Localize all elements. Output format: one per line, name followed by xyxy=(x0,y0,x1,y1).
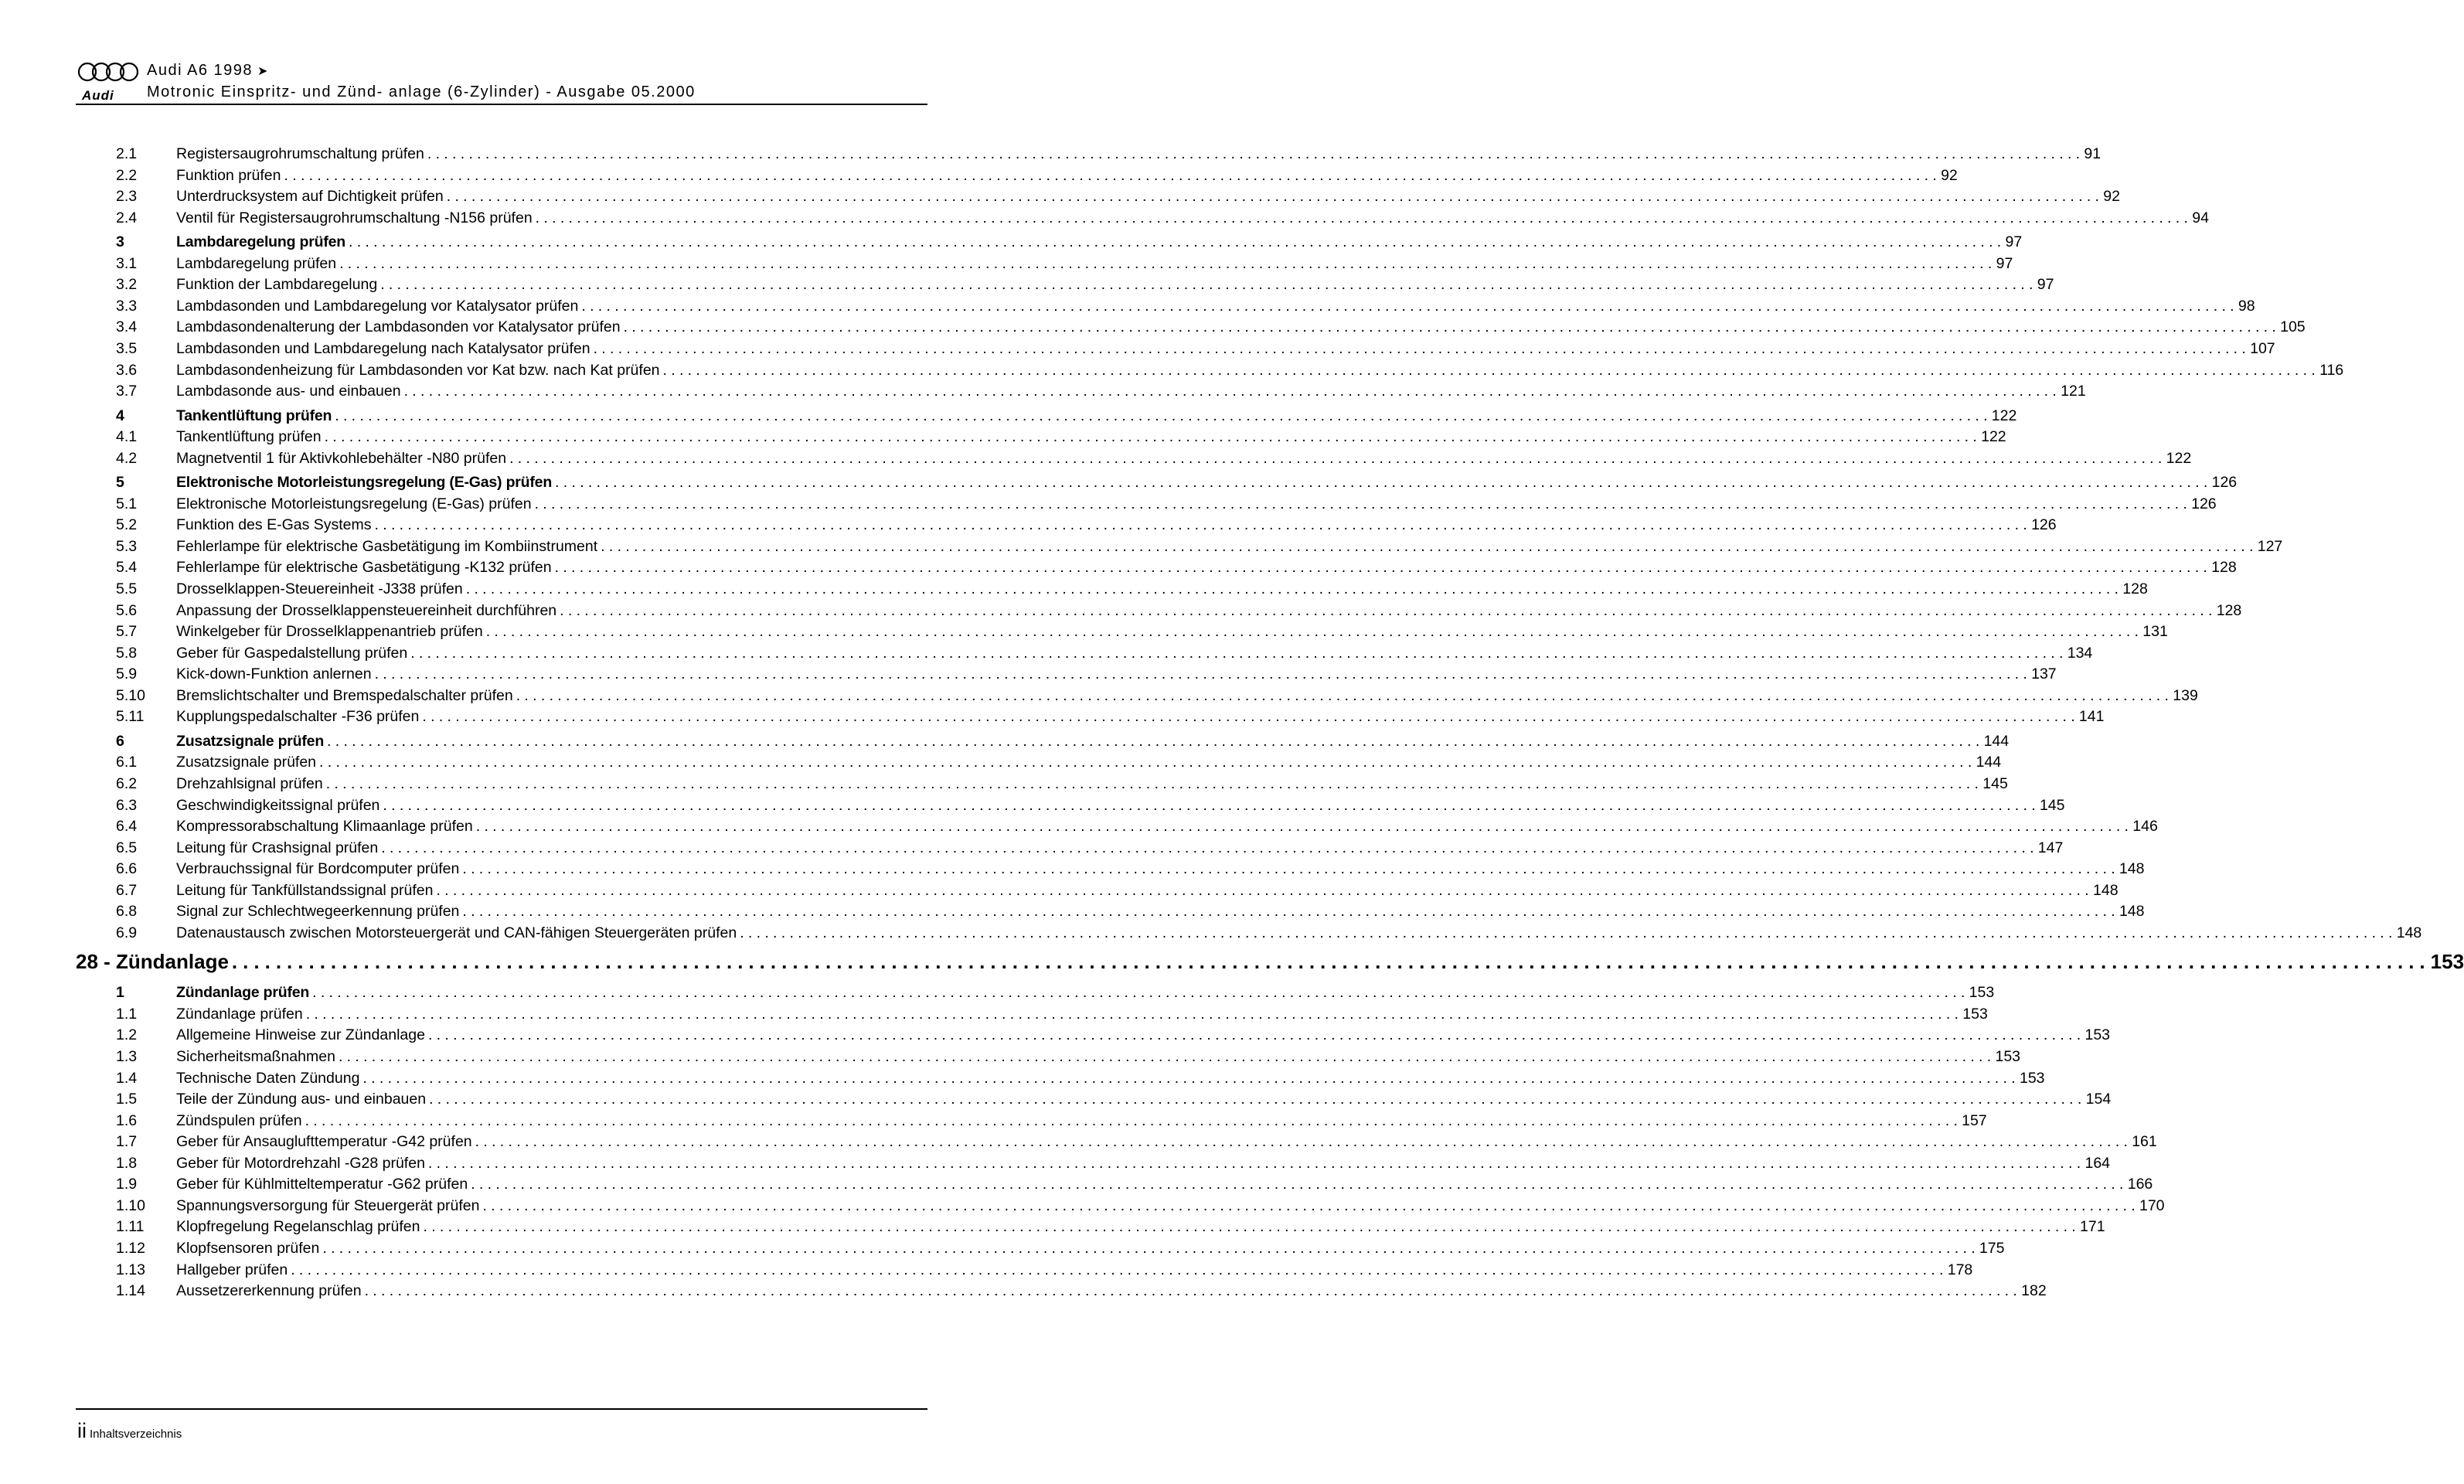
toc-number: 1.7 xyxy=(116,1133,138,1151)
toc-title: 28 - Zündanlage xyxy=(76,950,229,974)
toc-page-number: 122 xyxy=(1981,428,2006,446)
toc-title: Bremslichtschalter und Bremspedalschalter prüfen xyxy=(176,686,513,704)
toc-entry[interactable] xyxy=(116,186,2120,206)
toc-page-number: 137 xyxy=(2031,665,2057,683)
toc-entry[interactable] xyxy=(116,752,2002,772)
toc-number: 5.2 xyxy=(116,516,138,534)
toc-leader: ........................................................................................................................................................................................................ xyxy=(623,318,2281,336)
toc-title: Tankentlüftung prüfen xyxy=(176,428,322,446)
toc-entry[interactable] xyxy=(116,706,2105,727)
toc-entry[interactable] xyxy=(116,901,2145,921)
toc-page-number: 147 xyxy=(2037,839,2064,856)
toc-leader: ........................................................................................................................................................................................................ xyxy=(601,537,2258,555)
toc-title: Funktion des E-Gas Systems xyxy=(176,516,372,534)
toc-page-number: 126 xyxy=(2031,516,2057,534)
toc-title: Klopfregelung Regelanschlag prüfen xyxy=(176,1218,420,1236)
footer-label: Inhaltsverzeichnis xyxy=(90,1428,182,1441)
toc-leader: ........................................................................................................................................................................................................ xyxy=(475,818,2133,836)
toc-leader: ........................................................................................................................................................................................................ xyxy=(427,1026,2085,1044)
toc-title: Lambdasondenheizung für Lambdasonden vor Kat bzw. nach Kat prüfen xyxy=(176,361,660,379)
toc-title: Lambdasondenalterung der Lambdasonden vor Katalysator prüfen xyxy=(176,318,621,336)
toc-number: 3.1 xyxy=(116,254,138,272)
toc-title: Datenaustausch zwischen Motorsteuergerät und CAN-fähigen Steuergeräten prüfen xyxy=(176,924,737,941)
header-model xyxy=(147,62,269,80)
header-divider xyxy=(76,104,927,105)
toc-page-number: 141 xyxy=(2078,708,2105,726)
toc-page-number: 182 xyxy=(2021,1282,2047,1300)
toc-page-number: 91 xyxy=(2084,145,2102,162)
toc-entry[interactable] xyxy=(116,1174,2153,1194)
toc-title: Technische Daten Zündung xyxy=(176,1069,360,1087)
toc-entry[interactable] xyxy=(116,1238,2005,1258)
toc-title: Geber für Kühlmitteltemperatur -G62 prüfen xyxy=(176,1176,468,1193)
toc-number: 1.2 xyxy=(116,1026,138,1044)
toc-leader: ........................................................................................................................................................................................................ xyxy=(555,474,2212,492)
toc-leader: ........................................................................................................................................................................................................ xyxy=(324,428,1982,446)
toc-number: 5.9 xyxy=(116,665,138,683)
toc-title: Fehlerlampe für elektrische Gasbetätigung -K132 prüfen xyxy=(176,559,552,577)
toc-page-number: 92 xyxy=(1941,166,1958,184)
toc-entry[interactable] xyxy=(116,144,2102,164)
toc-entry[interactable] xyxy=(116,1260,1973,1280)
toc-page-number: 161 xyxy=(2132,1133,2157,1151)
toc-page-number: 145 xyxy=(1982,774,2008,792)
toc-title: Funktion der Lambdaregelung xyxy=(176,276,378,294)
toc-number: 1.4 xyxy=(116,1069,138,1087)
toc-number: 5 xyxy=(116,474,124,492)
toc-leader: ........................................................................................................................................................................................................ xyxy=(475,1133,2132,1151)
toc-title: Kick-down-Funktion anlernen xyxy=(176,665,372,683)
toc-leader: ........................................................................................................................................................................................................ xyxy=(740,924,2397,941)
toc-entry[interactable] xyxy=(116,579,2148,599)
toc-page-number: 153 xyxy=(1969,984,1995,1002)
toc-leader: ........................................................................................................................................................................................................ xyxy=(560,601,2217,619)
toc-entry[interactable] xyxy=(116,686,2198,706)
toc-leader: ........................................................................................................................................................................................................ xyxy=(436,881,2093,899)
toc-leader: ........................................................................................................................................................................................................ xyxy=(482,1196,2139,1214)
toc-leader: ........................................................................................................................................................................................................ xyxy=(338,1048,1996,1065)
toc-entry[interactable] xyxy=(116,601,2242,621)
toc-entry[interactable] xyxy=(116,1281,2047,1301)
toc-number: 5.8 xyxy=(116,644,138,662)
toc-page-number: 153 xyxy=(1962,1005,1988,1023)
toc-leader: ........................................................................................................................................................................................................ xyxy=(581,297,2238,315)
toc-leader: ........................................................................................................................................................................................................ xyxy=(305,1005,1963,1023)
toc-page-number: 148 xyxy=(2396,924,2422,941)
toc-leader: ........................................................................................................................................................................................................ xyxy=(427,145,2085,162)
toc-leader: ........................................................................................................................................................................................................ xyxy=(327,732,1984,750)
toc-number: 2.2 xyxy=(116,166,138,184)
toc-leader: ........................................................................................................................................................................................................ xyxy=(305,1111,1962,1129)
toc-title: Lambdasonde aus- und einbauen xyxy=(176,383,401,400)
toc-leader: ........................................................................................................................................................................................................ xyxy=(325,774,1983,792)
toc-entry[interactable] xyxy=(116,880,2119,900)
toc-entry[interactable] xyxy=(116,165,1958,186)
toc-number: 5.3 xyxy=(116,537,138,555)
toc-title: Anpassung der Drosselklappensteuereinheit durchführen xyxy=(176,601,557,619)
toc-number: 5.7 xyxy=(116,623,138,641)
toc-page-number: 153 xyxy=(1995,1048,2021,1065)
toc-leader: ........................................................................................................................................................................................................ xyxy=(422,708,2079,726)
toc-leader: ........................................................................................................................................................................................................ xyxy=(535,209,2193,226)
toc-entry[interactable] xyxy=(116,1025,2111,1045)
toc-title: Unterdrucksystem auf Dichtigkeit prüfen xyxy=(176,188,444,206)
toc-page-number: 153 xyxy=(2430,950,2464,974)
toc-leader: ........................................................................................................................................................................................................ xyxy=(485,623,2143,641)
toc-page-number: 148 xyxy=(2119,903,2145,921)
toc-number: 6.5 xyxy=(116,839,138,856)
toc-leader: ........................................................................................................................................................................................................ xyxy=(462,860,2119,878)
toc-leader: ........................................................................................................................................................................................................ xyxy=(554,559,2212,577)
toc-leader: ........................................................................................................................................................................................................ xyxy=(662,361,2320,379)
toc-page-number: 146 xyxy=(2132,818,2158,836)
toc-page-number: 121 xyxy=(2061,383,2086,400)
toc-number: 5.5 xyxy=(116,580,138,597)
toc-leader: ........................................................................................................................................................................................................ xyxy=(471,1176,2128,1193)
toc-page-number: 94 xyxy=(2192,209,2209,226)
toc-leader: ........................................................................................................................................................................................................ xyxy=(319,754,1976,771)
toc-number: 3.5 xyxy=(116,339,138,357)
toc-page-number: 153 xyxy=(2019,1069,2045,1087)
toc-title: Elektronische Motorleistungsregelung (E-Gas) prüfen xyxy=(176,474,553,492)
toc-page-number: 98 xyxy=(2238,297,2255,315)
toc-leader: ........................................................................................................................................................................................................ xyxy=(429,1091,2086,1108)
toc-entry[interactable] xyxy=(116,859,2145,879)
toc-entry[interactable] xyxy=(116,515,2057,535)
toc-leader: ........................................................................................................................................................................................................ xyxy=(335,407,1992,424)
toc-entry[interactable] xyxy=(116,208,2209,228)
toc-page-number: 107 xyxy=(2250,339,2275,357)
toc-page-number: 131 xyxy=(2142,623,2168,641)
toc-entry[interactable] xyxy=(116,1217,2105,1237)
toc-entry[interactable] xyxy=(116,923,2422,943)
toc-entry[interactable] xyxy=(116,816,2158,836)
toc-entry[interactable] xyxy=(116,536,2283,556)
toc-title: Magnetventil 1 für Aktivkohlebehälter -N80 prüfen xyxy=(176,449,507,467)
toc-leader: ........................................................................................................................................................................................................ xyxy=(374,665,2032,683)
toc-title: Leitung für Crashsignal prüfen xyxy=(176,839,379,856)
toc-entry[interactable] xyxy=(116,427,2006,447)
toc-title: Zündanlage prüfen xyxy=(176,1005,303,1023)
toc-number: 6.7 xyxy=(116,881,138,899)
toc-title: Spannungsversorgung für Steuergerät prüfen xyxy=(176,1196,480,1214)
toc-number: 2.1 xyxy=(116,145,138,162)
toc-title: Drosselklappen-Steuereinheit -J338 prüfen xyxy=(176,580,463,597)
toc-title: Signal zur Schlechtwegeerkennung prüfen xyxy=(176,903,460,921)
toc-title: Allgemeine Hinweise zur Zündanlage xyxy=(176,1026,425,1044)
toc-page-number: 128 xyxy=(2211,559,2237,577)
toc-page-number: 134 xyxy=(2067,644,2093,662)
toc-leader: ........................................................................................................................................................................................................ xyxy=(593,339,2251,357)
toc-entry[interactable] xyxy=(116,664,2057,684)
toc-entry[interactable] xyxy=(116,1111,1987,1131)
toc-section[interactable] xyxy=(116,232,2023,252)
toc-page-number: 126 xyxy=(2191,495,2217,512)
toc-title: Teile der Zündung aus- und einbauen xyxy=(176,1091,427,1108)
toc-number: 5.11 xyxy=(116,708,145,726)
toc-leader: ........................................................................................................................................................................................................ xyxy=(348,233,2006,251)
toc-number: 4.2 xyxy=(116,449,138,467)
toc-number: 6.2 xyxy=(116,774,138,792)
toc-leader: ........................................................................................................................................................................................................ xyxy=(383,796,2040,814)
toc-page-number: 92 xyxy=(2103,188,2120,206)
toc-entry[interactable] xyxy=(116,1068,2045,1088)
toc-page-number: 170 xyxy=(2139,1196,2165,1214)
toc-page-number: 166 xyxy=(2127,1176,2153,1193)
toc-number: 1.8 xyxy=(116,1154,138,1172)
toc-title: Zündanlage prüfen xyxy=(176,984,310,1002)
toc-entry[interactable] xyxy=(116,1196,2165,1216)
toc-title: Zusatzsignale prüfen xyxy=(176,754,317,771)
toc-number: 6 xyxy=(116,732,124,750)
toc-number: 1.13 xyxy=(116,1261,145,1278)
toc-leader: ........................................................................................................................................................................................................ xyxy=(427,1154,2085,1172)
toc-chapter[interactable] xyxy=(76,948,2464,975)
toc-entry[interactable] xyxy=(116,1089,2112,1109)
toc-title: Leitung für Tankfüllstandssignal prüfen xyxy=(176,881,434,899)
toc-page-number: 144 xyxy=(1983,732,2010,750)
header-subtitle: Motronic Einspritz- und Zünd- anlage (6-Zylinder) - Ausgabe 05.2000 xyxy=(147,83,696,100)
toc-leader: ........................................................................................................................................................................................................ xyxy=(291,1261,1948,1278)
toc-leader: ........................................................................................................................................................................................................ xyxy=(364,1282,2022,1300)
toc-page-number: 153 xyxy=(2085,1026,2111,1044)
toc-title: Aussetzererkennung prüfen xyxy=(176,1282,362,1300)
toc-title: Hallgeber prüfen xyxy=(176,1261,288,1278)
toc-entry[interactable] xyxy=(116,621,2168,642)
toc-page-number: 171 xyxy=(2080,1218,2105,1236)
toc-page-number: 97 xyxy=(1996,254,2013,272)
toc-number: 1.9 xyxy=(116,1176,138,1193)
header-model-text: Audi A6 1998 xyxy=(147,62,253,79)
toc-leader: ........................................................................................................................................................................................................ xyxy=(362,1069,2020,1087)
toc-title: Geber für Ansauglufttemperatur -G42 prüfen xyxy=(176,1133,472,1151)
toc-entry[interactable] xyxy=(116,774,2008,794)
toc-page-number: 145 xyxy=(2039,796,2065,814)
toc-number: 5.1 xyxy=(116,495,138,512)
toc-number: 1.6 xyxy=(116,1111,138,1129)
toc-page-number: 175 xyxy=(1979,1239,2005,1257)
toc-title: Registersaugrohrumschaltung prüfen xyxy=(176,145,424,162)
toc-leader: ........................................................................................................................................................................................................ xyxy=(312,984,1969,1002)
toc-number: 6.4 xyxy=(116,818,138,836)
toc-number: 6.9 xyxy=(116,924,138,941)
toc-title: Kompressorabschaltung Klimaanlage prüfen xyxy=(176,818,473,836)
toc-entry[interactable] xyxy=(116,1004,1988,1024)
toc-entry[interactable] xyxy=(116,448,2192,468)
toc-page-number: 127 xyxy=(2257,537,2283,555)
toc-title: Funktion prüfen xyxy=(176,166,281,184)
toc-page-number: 105 xyxy=(2280,318,2306,336)
toc-entry[interactable] xyxy=(116,1047,2021,1067)
toc-page-number: 122 xyxy=(1991,407,2017,424)
toc-leader: ........................................................................................................................................................................................................ xyxy=(423,1218,2081,1236)
toc-title: Elektronische Motorleistungsregelung (E-Gas) prüfen xyxy=(176,495,532,512)
toc-page-number: 148 xyxy=(2119,860,2145,878)
toc-title: Fehlerlampe für elektrische Gasbetätigung im Kombiinstrument xyxy=(176,537,598,555)
toc-title: Zündspulen prüfen xyxy=(176,1111,302,1129)
footer-page-number: ii xyxy=(77,1419,87,1442)
toc-title: Winkelgeber für Drosselklappenantrieb prüfen xyxy=(176,623,483,641)
toc-entry[interactable] xyxy=(116,795,2065,815)
toc-title: Geschwindigkeitssignal prüfen xyxy=(176,796,380,814)
toc-number: 4.1 xyxy=(116,428,138,446)
toc-entry[interactable] xyxy=(116,317,2306,337)
toc-number: 1.12 xyxy=(116,1239,145,1257)
toc-leader: ........................................................................................................................................................................................................ xyxy=(410,644,2068,662)
toc-title: Sicherheitsmaßnahmen xyxy=(176,1048,335,1065)
toc-page-number: 116 xyxy=(2319,361,2344,379)
toc-leader: ........................................................................................................................................................................................................ xyxy=(374,516,2032,534)
toc-number: 5.4 xyxy=(116,559,138,577)
toc-number: 1.11 xyxy=(116,1218,145,1236)
toc-number: 2.3 xyxy=(116,188,138,206)
toc-number: 3 xyxy=(116,233,124,251)
toc-entry[interactable] xyxy=(116,274,2054,294)
toc-number: 1.5 xyxy=(116,1091,138,1108)
toc-number: 5.10 xyxy=(116,686,145,704)
toc-leader: ........................................................................................................................................................................................................ xyxy=(381,839,2038,856)
toc-entry[interactable] xyxy=(116,296,2255,316)
toc-page-number: 128 xyxy=(2216,601,2242,619)
toc-title: Lambdaregelung prüfen xyxy=(176,233,345,251)
toc-entry[interactable] xyxy=(116,381,2086,401)
toc-leader: ........................................................................................................................................................................................................ xyxy=(403,383,2061,400)
toc-page-number: 126 xyxy=(2211,474,2238,492)
toc-page-number: 97 xyxy=(2005,233,2023,251)
toc-title: Lambdasonden und Lambdaregelung vor Katalysator prüfen xyxy=(176,297,579,315)
toc-number: 1.10 xyxy=(116,1196,145,1214)
toc-entry[interactable] xyxy=(116,557,2237,577)
toc-number: 6.6 xyxy=(116,860,138,878)
toc-number: 3.7 xyxy=(116,383,138,400)
toc-leader: ........................................................................................................................................................................................................ xyxy=(339,254,1996,272)
toc-entry[interactable] xyxy=(116,339,2275,359)
toc-number: 1.1 xyxy=(116,1005,138,1023)
toc-page-number: 157 xyxy=(1962,1111,1987,1129)
toc-leader: ........................................................................................................................................................................................................ xyxy=(465,580,2123,597)
toc-number: 3.2 xyxy=(116,276,138,294)
toc-leader: ........................................................................................................................................................................................................ xyxy=(322,1239,1979,1257)
toc-title: Lambdaregelung prüfen xyxy=(176,254,337,272)
toc-leader: ........................................................................................................................................................................................................ xyxy=(284,166,1942,184)
toc-number: 4 xyxy=(116,407,124,424)
toc-title: Kupplungspedalschalter -F36 prüfen xyxy=(176,708,420,726)
toc-page-number: 144 xyxy=(1976,754,2002,771)
toc-number: 6.8 xyxy=(116,903,138,921)
toc-title: Ventil für Registersaugrohrumschaltung -N156 prüfen xyxy=(176,209,533,226)
toc-leader: ........................................................................................................................................................................................................ xyxy=(231,950,2431,974)
toc-page-number: 97 xyxy=(2037,276,2054,294)
toc-entry[interactable] xyxy=(116,360,2344,380)
toc-title: Lambdasonden und Lambdaregelung nach Katalysator prüfen xyxy=(176,339,590,357)
toc-title: Geber für Gaspedalstellung prüfen xyxy=(176,644,408,662)
toc-page-number: 178 xyxy=(1947,1261,1973,1278)
toc-number: 3.3 xyxy=(116,297,138,315)
toc-leader: ........................................................................................................................................................................................................ xyxy=(380,276,2037,294)
toc-number: 3.4 xyxy=(116,318,138,336)
footer-divider xyxy=(76,1408,927,1410)
toc-number: 5.6 xyxy=(116,601,138,619)
toc-entry[interactable] xyxy=(116,1153,2111,1173)
toc-title: Klopfsensoren prüfen xyxy=(176,1239,320,1257)
toc-leader: ........................................................................................................................................................................................................ xyxy=(534,495,2192,512)
toc-entry[interactable] xyxy=(116,1132,2157,1152)
toc-page-number: 154 xyxy=(2085,1091,2112,1108)
toc-entry[interactable] xyxy=(116,254,2013,274)
arrow-icon: ➤ xyxy=(257,65,269,78)
toc-title: Geber für Motordrehzahl -G28 prüfen xyxy=(176,1154,425,1172)
toc-section[interactable] xyxy=(116,982,1995,1002)
toc-page-number: 164 xyxy=(2085,1154,2111,1172)
toc-number: 6.3 xyxy=(116,796,138,814)
toc-leader: ........................................................................................................................................................................................................ xyxy=(446,188,2104,206)
toc-section[interactable] xyxy=(116,472,2238,492)
toc-page-number: 148 xyxy=(2093,881,2119,899)
toc-number: 3.6 xyxy=(116,361,138,379)
toc-number: 6.1 xyxy=(116,754,138,771)
toc-number: 2.4 xyxy=(116,209,138,226)
page-footer xyxy=(77,1419,182,1443)
toc-leader: ........................................................................................................................................................................................................ xyxy=(516,686,2173,704)
toc-page-number: 122 xyxy=(2166,449,2192,467)
toc-entry[interactable] xyxy=(116,494,2217,514)
toc-title: Verbrauchssignal für Bordcomputer prüfen xyxy=(176,860,460,878)
toc-number: 1 xyxy=(116,984,124,1002)
toc-section[interactable] xyxy=(116,406,2017,426)
audi-wordmark: Audi xyxy=(82,88,114,103)
toc-number: 1.3 xyxy=(116,1048,138,1065)
toc-section[interactable] xyxy=(116,731,2010,751)
toc-page-number: 139 xyxy=(2173,686,2198,704)
toc-page-number: 128 xyxy=(2122,580,2148,597)
toc-number: 1.14 xyxy=(116,1282,145,1300)
toc-leader: ........................................................................................................................................................................................................ xyxy=(462,903,2119,921)
toc-leader: ........................................................................................................................................................................................................ xyxy=(509,449,2166,467)
toc-entry[interactable] xyxy=(116,643,2093,663)
toc-title: Tankentlüftung prüfen xyxy=(176,407,332,424)
toc-entry[interactable] xyxy=(116,838,2064,858)
toc-title: Zusatzsignale prüfen xyxy=(176,732,325,750)
audi-rings-logo xyxy=(77,62,139,82)
toc-title: Drehzahlsignal prüfen xyxy=(176,774,323,792)
